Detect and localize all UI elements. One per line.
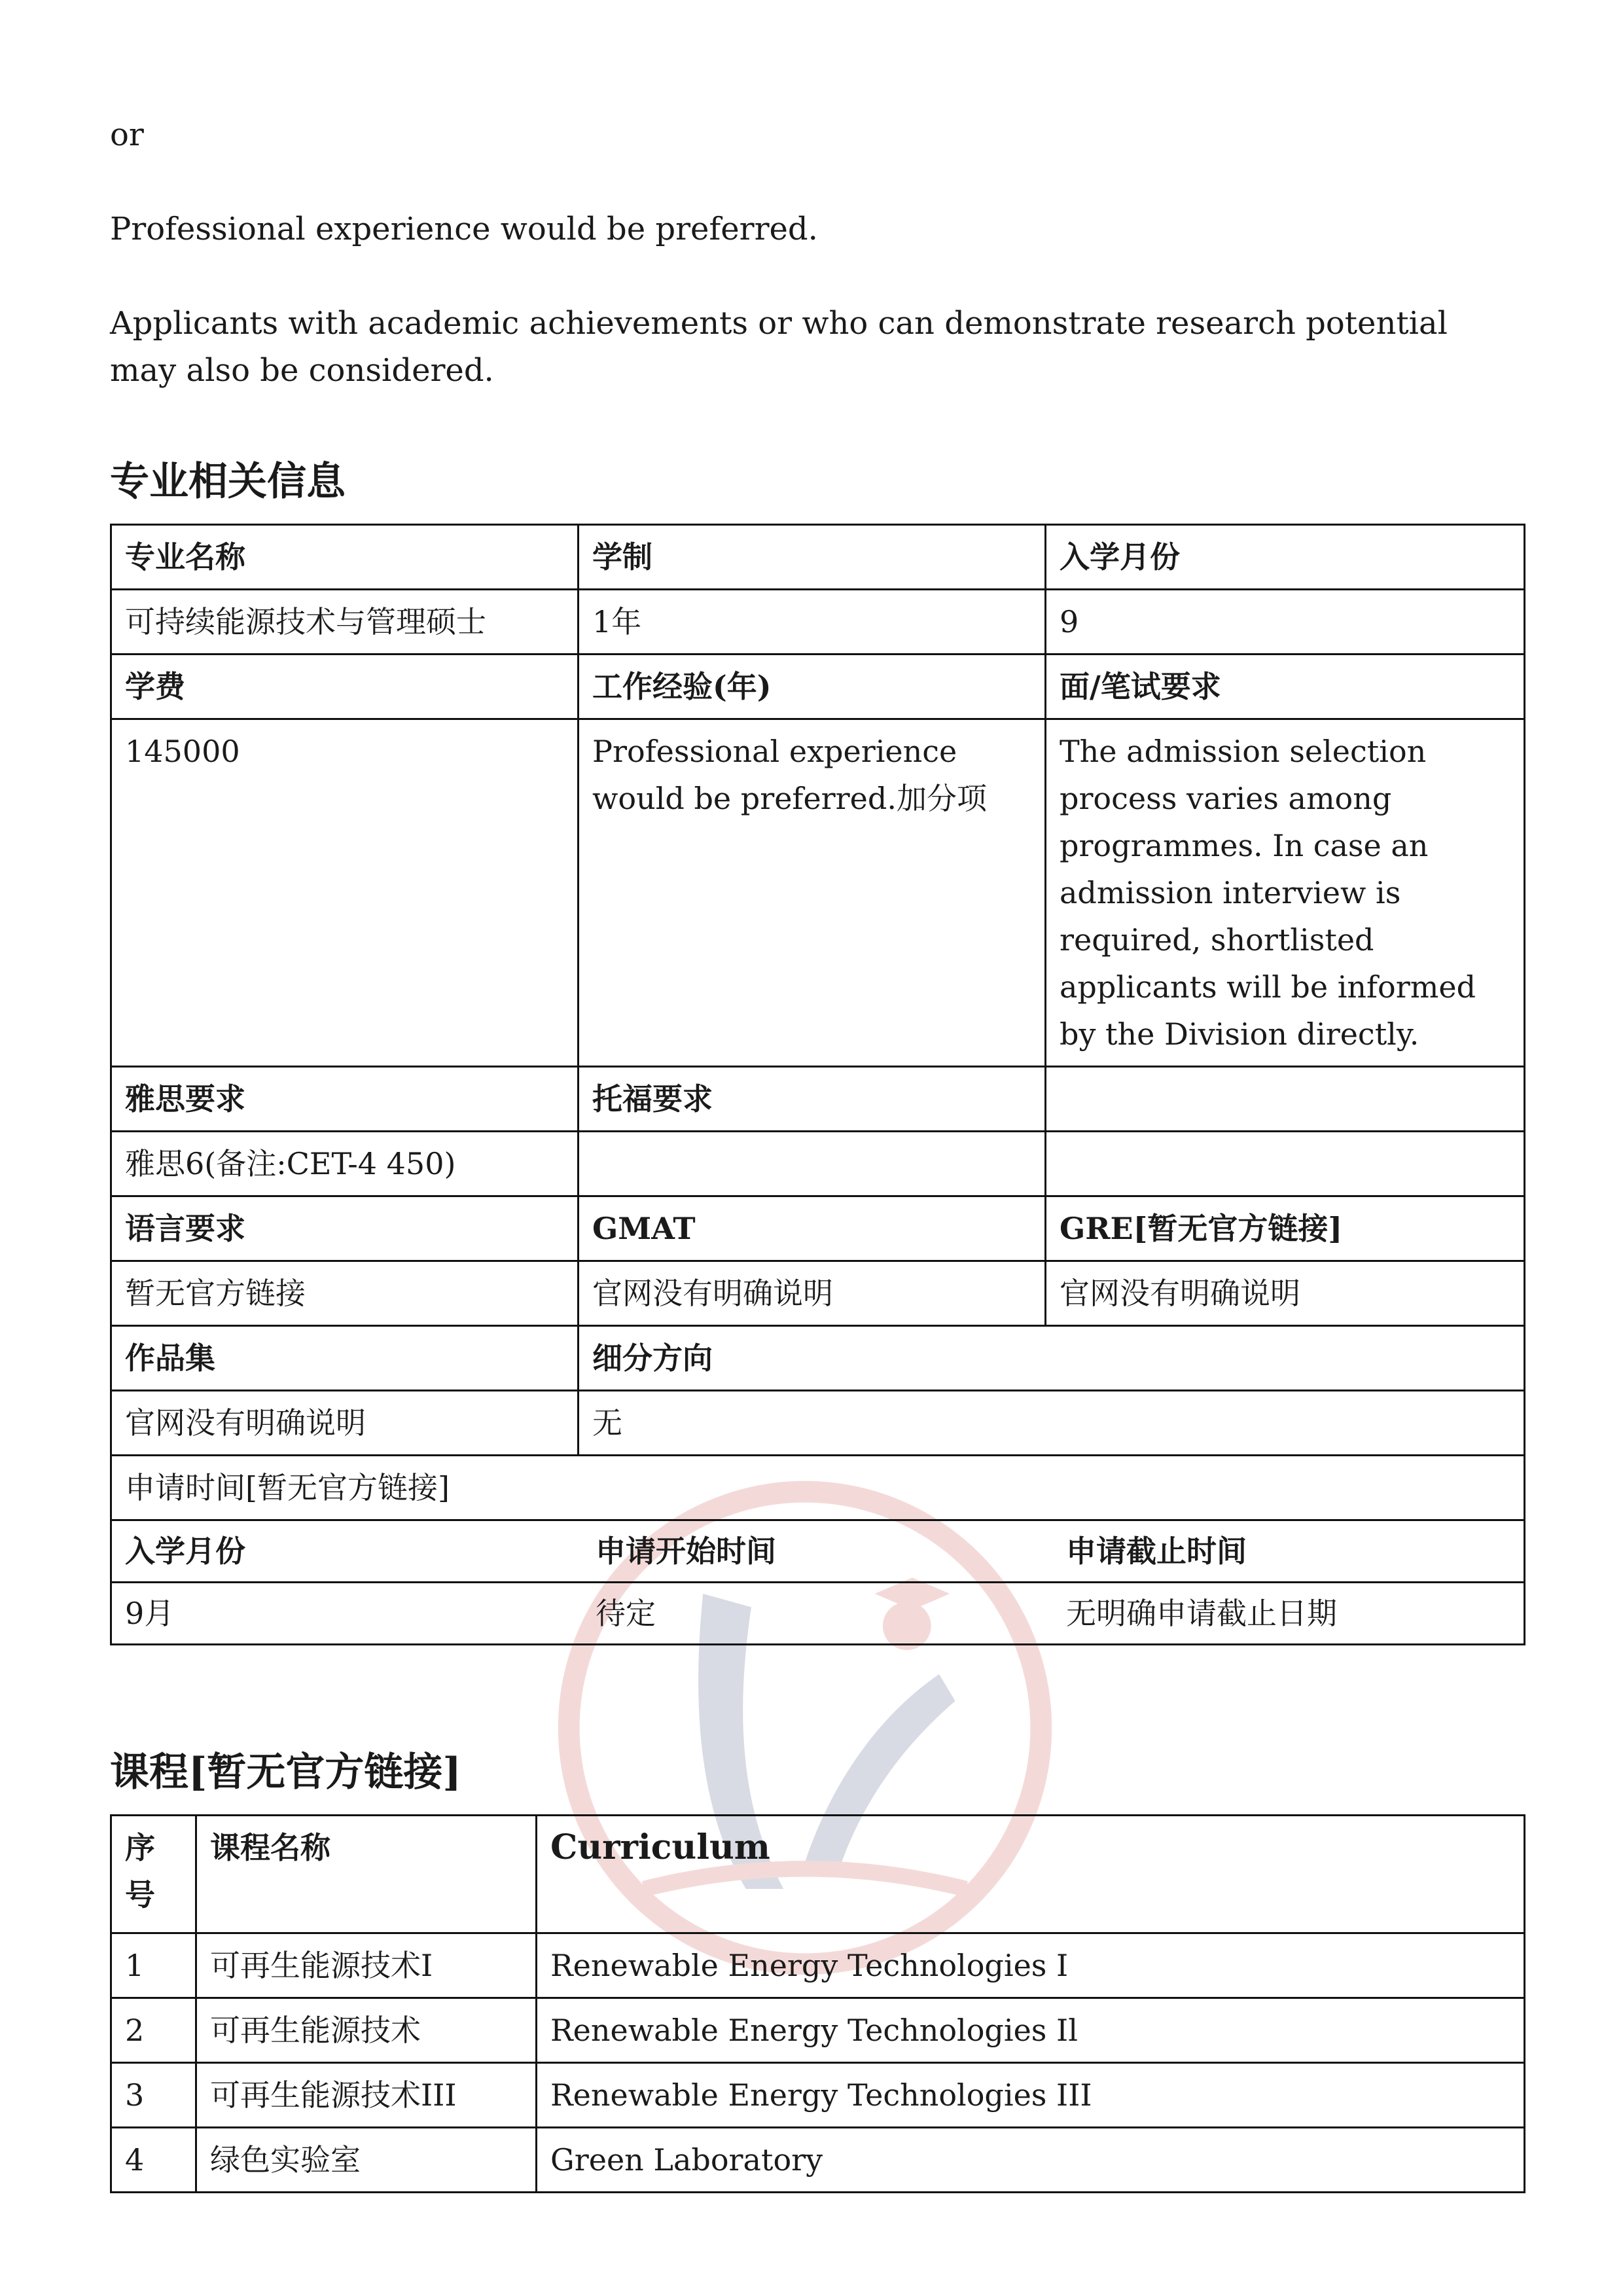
duration-cell: 1年 bbox=[579, 590, 1046, 655]
table-row bbox=[111, 1261, 1525, 1326]
header-cell: 入学月份 bbox=[125, 1534, 245, 1569]
intake-month-cell: 9 bbox=[1046, 590, 1525, 655]
tuition-cell: 145000 bbox=[111, 719, 579, 1067]
course-number: 4 bbox=[111, 2128, 196, 2193]
course-name-en: Green Laboratory bbox=[537, 2128, 1525, 2193]
header-cell: Curriculum bbox=[537, 1816, 1525, 1933]
table-row bbox=[111, 1816, 1525, 1933]
gre-cell: 官网没有明确说明 bbox=[1046, 1261, 1525, 1326]
table-row bbox=[111, 1132, 1525, 1196]
table-row bbox=[111, 1326, 1525, 1391]
header-cell: 工作经验(年) bbox=[579, 655, 1046, 719]
application-time-label: 申请时间[暂无官方链接] bbox=[111, 1456, 1525, 1520]
table-row bbox=[111, 1998, 1525, 2063]
intro-paragraph-2: Applicants with academic achievements or who can demonstrate research potential may also be considered. bbox=[110, 305, 1448, 389]
header-cell: 入学月份 bbox=[1046, 525, 1525, 590]
start-time-cell: 待定 bbox=[596, 1596, 656, 1631]
intro-paragraph-1: Professional experience would be preferred. bbox=[110, 211, 818, 247]
header-cell: 雅思要求 bbox=[111, 1067, 579, 1132]
courses-section-title: 课程[暂无官方链接] bbox=[110, 1749, 461, 1795]
table-row bbox=[111, 525, 1525, 590]
course-name-cn: 绿色实验室 bbox=[196, 2128, 537, 2193]
work-experience-cell: Professional experience would be preferred.加分项 bbox=[579, 719, 1046, 1067]
table-row bbox=[111, 590, 1525, 655]
program-section-title: 专业相关信息 bbox=[110, 459, 346, 505]
header-cell: 专业名称 bbox=[111, 525, 579, 590]
intro-or: or bbox=[110, 117, 144, 153]
table-row bbox=[111, 2128, 1525, 2193]
table-row bbox=[111, 2063, 1525, 2128]
program-info-table bbox=[110, 524, 1525, 1645]
course-number: 2 bbox=[111, 1998, 196, 2063]
ielts-cell: 雅思6(备注:CET-4 450) bbox=[111, 1132, 579, 1196]
application-time-table bbox=[111, 1520, 1525, 1645]
header-cell: 学费 bbox=[111, 655, 579, 719]
header-cell: 面/笔试要求 bbox=[1046, 655, 1525, 719]
table-row bbox=[111, 1391, 1525, 1456]
toefl-cell bbox=[579, 1132, 1046, 1196]
header-cell: 托福要求 bbox=[579, 1067, 1046, 1132]
header-cell: 序号 bbox=[111, 1816, 196, 1933]
header-cell bbox=[1046, 1067, 1525, 1132]
application-value-row bbox=[112, 1583, 1524, 1643]
header-cell: GRE[暂无官方链接] bbox=[1046, 1196, 1525, 1261]
table-row bbox=[111, 1520, 1525, 1645]
language-cell: 暂无官方链接 bbox=[111, 1261, 579, 1326]
course-name-en: Renewable Energy Technologies Il bbox=[537, 1998, 1525, 2063]
header-cell: 课程名称 bbox=[196, 1816, 537, 1933]
header-cell: 学制 bbox=[579, 525, 1046, 590]
empty-cell bbox=[1046, 1132, 1525, 1196]
header-cell: 申请截止时间 bbox=[1066, 1534, 1247, 1569]
gmat-cell: 官网没有明确说明 bbox=[579, 1261, 1046, 1326]
application-header-row bbox=[112, 1521, 1524, 1583]
courses-table bbox=[110, 1814, 1525, 2193]
portfolio-cell: 官网没有明确说明 bbox=[111, 1391, 579, 1456]
table-row bbox=[111, 655, 1525, 719]
table-row bbox=[111, 1456, 1525, 1520]
header-cell: 申请开始时间 bbox=[596, 1534, 776, 1569]
header-cell: 细分方向 bbox=[579, 1326, 1525, 1391]
course-name-en: Renewable Energy Technologies III bbox=[537, 2063, 1525, 2128]
table-row bbox=[111, 719, 1525, 1067]
interview-requirement-cell: The admission selection process varies among programmes. In case an admission interview is required, shortlisted applicants will be informed by the Division directly. bbox=[1046, 719, 1525, 1067]
table-row bbox=[111, 1196, 1525, 1261]
table-row bbox=[111, 1067, 1525, 1132]
header-cell: 语言要求 bbox=[111, 1196, 579, 1261]
course-number: 3 bbox=[111, 2063, 196, 2128]
course-name-cn: 可再生能源技术 bbox=[196, 1998, 537, 2063]
intake-cell: 9月 bbox=[125, 1596, 175, 1631]
deadline-cell: 无明确申请截止日期 bbox=[1066, 1596, 1337, 1631]
header-cell: 作品集 bbox=[111, 1326, 579, 1391]
header-cell: GMAT bbox=[579, 1196, 1046, 1261]
specialization-cell: 无 bbox=[579, 1391, 1525, 1456]
course-number: 1 bbox=[111, 1933, 196, 1998]
table-row bbox=[111, 1933, 1525, 1998]
program-name-cell: 可持续能源技术与管理硕士 bbox=[111, 590, 579, 655]
course-name-cn: 可再生能源技术III bbox=[196, 2063, 537, 2128]
course-name-cn: 可再生能源技术I bbox=[196, 1933, 537, 1998]
course-name-en: Renewable Energy Technologies I bbox=[537, 1933, 1525, 1998]
